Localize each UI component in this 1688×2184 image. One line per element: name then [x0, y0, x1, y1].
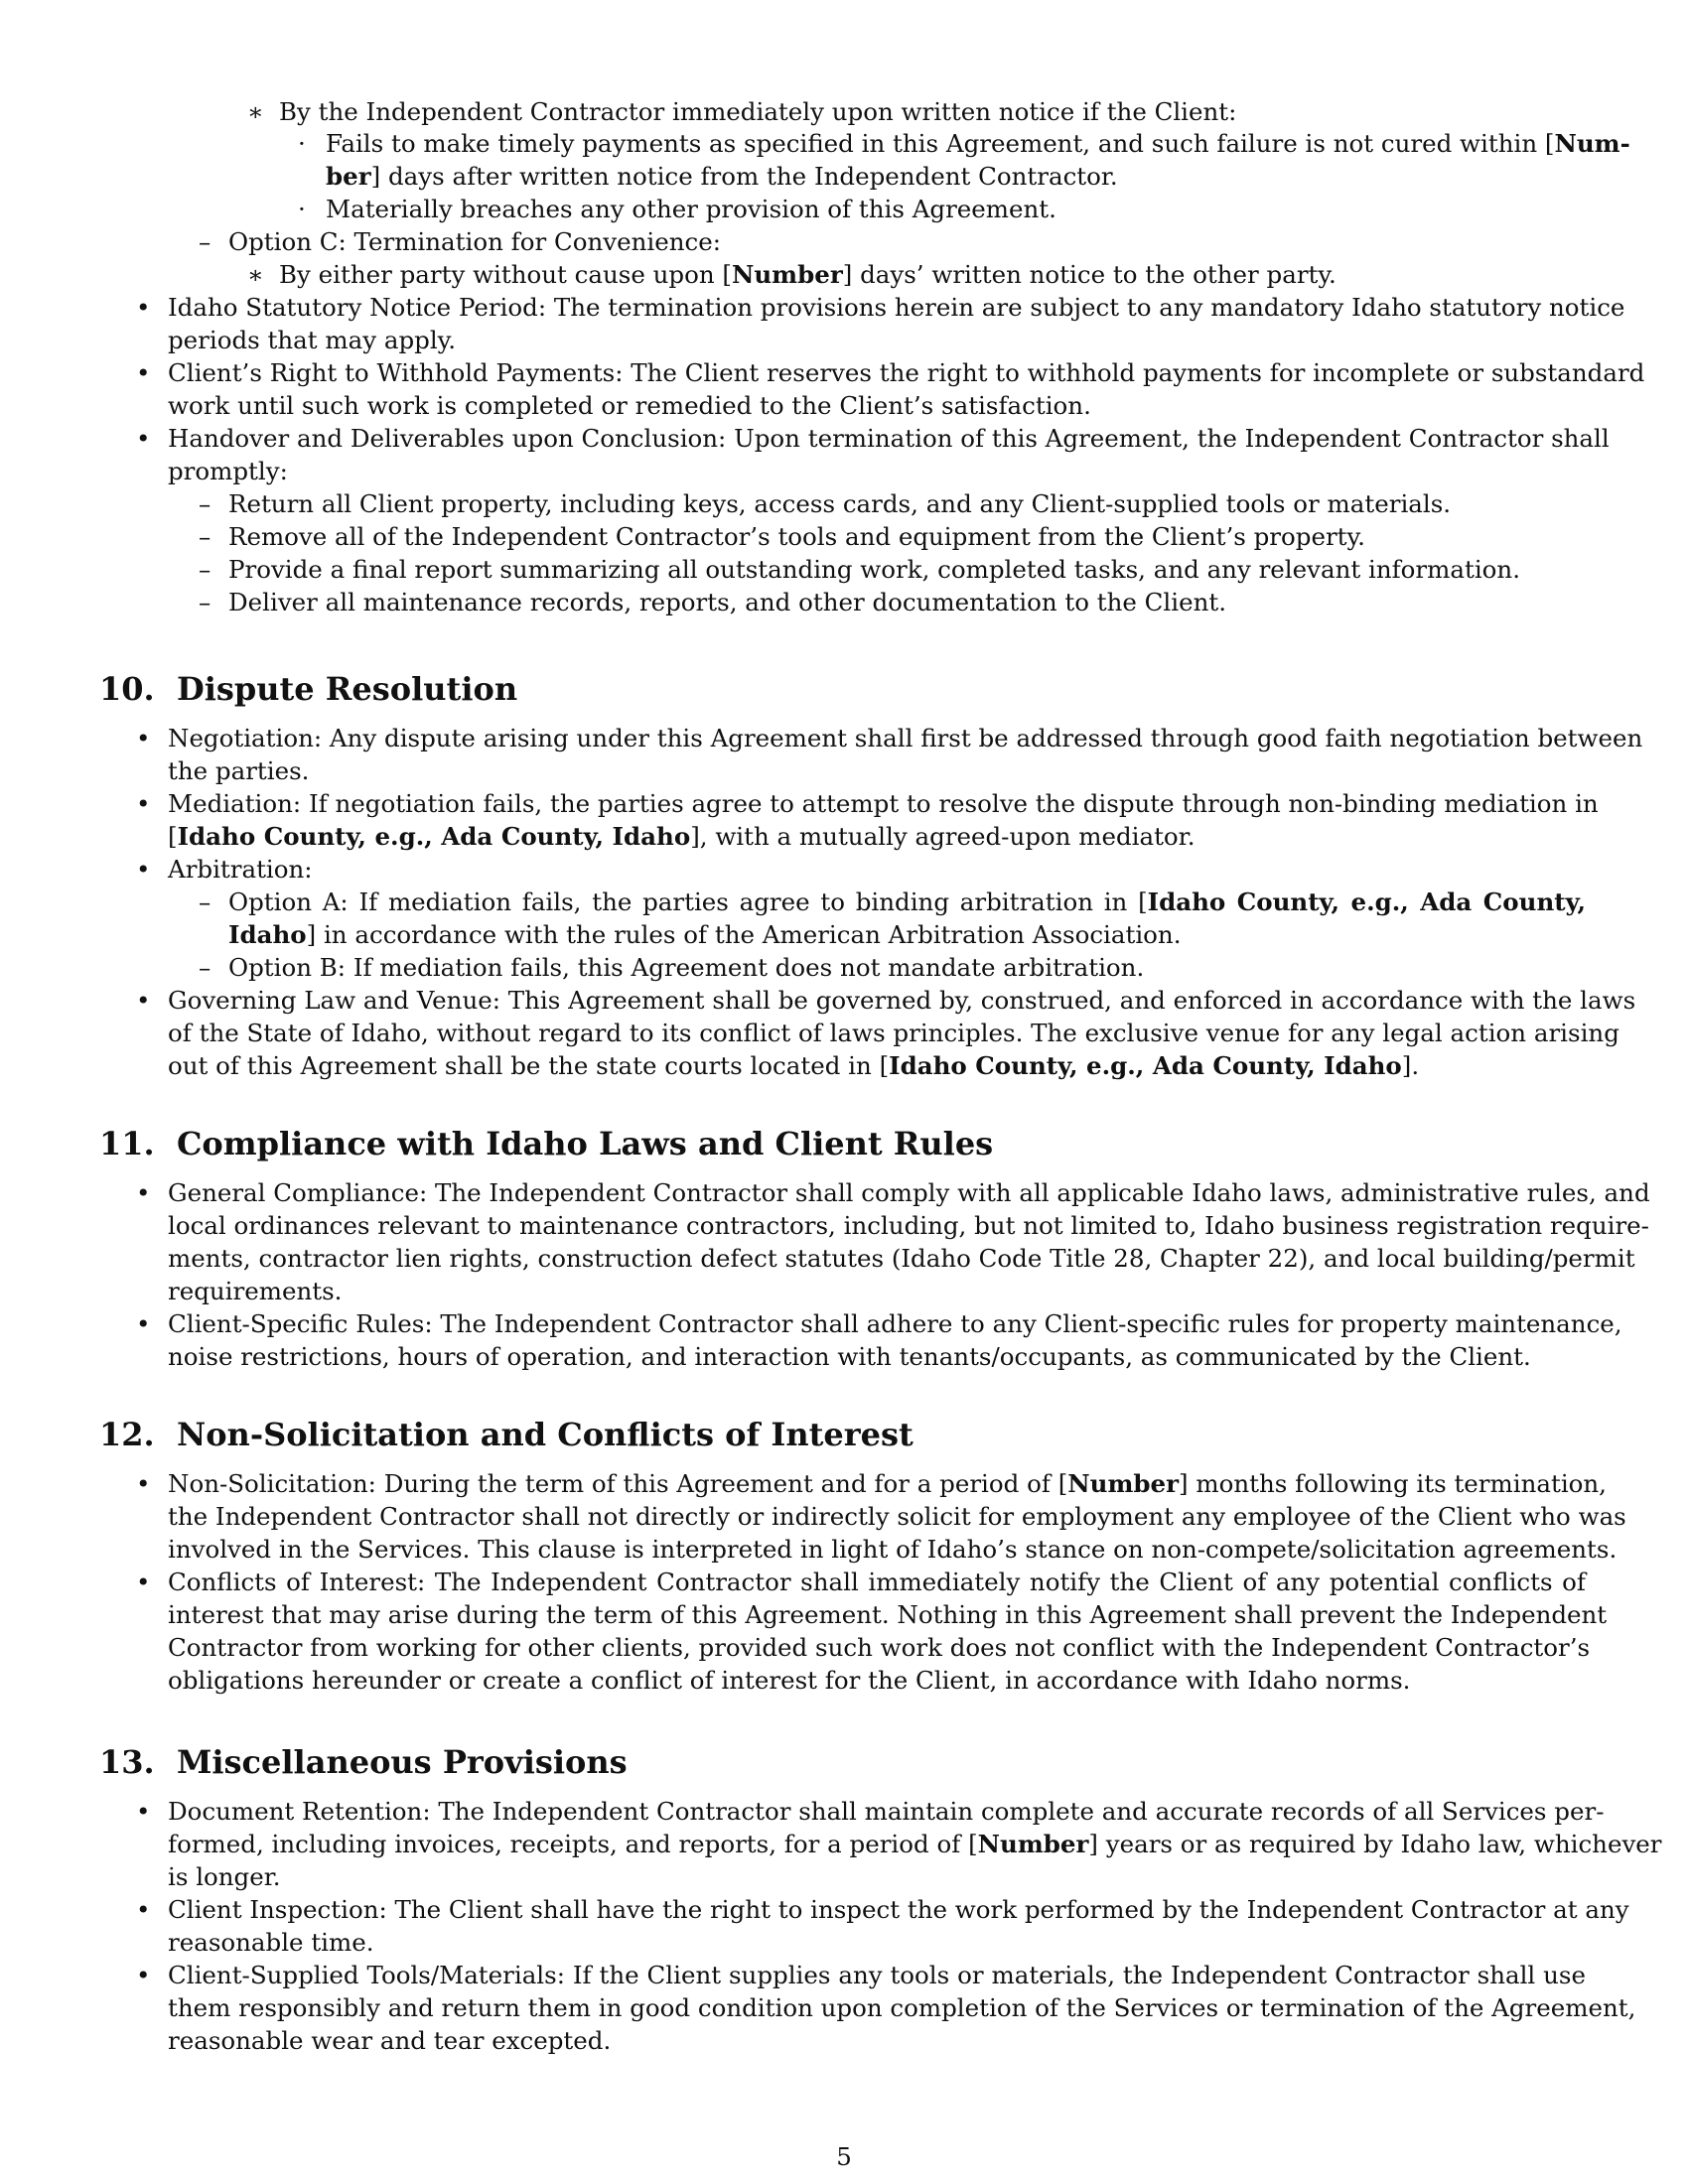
line-text: ].	[1401, 1051, 1420, 1080]
text-line	[326, 160, 1142, 193]
line-text: work until such work is completed or remedied to the Client’s satisfaction.	[168, 391, 1091, 420]
line-text: requirements.	[168, 1277, 343, 1305]
line-text: Fails to make timely payments as specified in this Agreement, and such failure is not cured within [	[326, 129, 1555, 158]
text-line	[168, 324, 457, 356]
text-line	[228, 520, 1365, 553]
text-line	[168, 1959, 1586, 1991]
text-line	[168, 1467, 1607, 1500]
dash-marker: –	[199, 953, 211, 982]
text-line	[228, 586, 1227, 618]
line-text: Conflicts of Interest: The Independent Contractor shall immediately notify the Client of any potential conflicts of	[168, 1568, 1586, 1596]
section-heading-13: 13. Miscellaneous Provisions	[99, 1743, 628, 1781]
section-heading-11: 11. Compliance with Idaho Laws and Client Rules	[99, 1125, 994, 1162]
line-text: periods that may apply.	[168, 326, 457, 354]
line-text: Arbitration:	[168, 855, 313, 884]
text-line	[168, 291, 1625, 324]
line-text: the Independent Contractor shall not directly or indirectly solicit for employment any employee of the Client who was	[168, 1502, 1626, 1531]
text-line	[168, 1991, 1636, 2024]
text-line	[168, 1275, 343, 1307]
text-line	[168, 2024, 612, 2057]
text-line	[168, 1795, 1605, 1828]
text-line	[168, 1176, 1650, 1209]
line-text: Remove all of the Independent Contractor’s tools and equipment from the Client’s property.	[228, 522, 1365, 551]
text-line	[168, 422, 1610, 455]
line-text: ] years or as required by Idaho law, whichever	[1088, 1830, 1662, 1858]
line-text: involved in the Services. This clause is interpreted in light of Idaho’s stance on non-compete/solicitation agreements.	[168, 1535, 1618, 1564]
line-text: Option B: If mediation fails, this Agreement does not mandate arbitration.	[228, 953, 1145, 982]
star-marker: ∗	[247, 97, 264, 126]
bullet-marker: •	[136, 1797, 151, 1826]
line-text: ], with a mutually agreed-upon mediator.	[690, 822, 1196, 851]
line-text: Option C: Termination for Convenience:	[228, 227, 721, 256]
dash-marker: –	[199, 227, 211, 256]
text-line	[168, 1828, 1662, 1860]
line-text: ments, contractor lien rights, construction defect statutes (Idaho Code Title 28, Chapter 22), and local building/permit	[168, 1244, 1635, 1273]
bullet-marker: •	[136, 855, 151, 884]
text-line	[168, 787, 1599, 820]
section-heading-10: 10. Dispute Resolution	[99, 670, 518, 708]
line-text: obligations hereunder or create a conflict of interest for the Client, in accordance with Idaho norms.	[168, 1666, 1411, 1695]
line-text: By either party without cause upon [	[279, 260, 732, 289]
bullet-marker: •	[136, 1568, 151, 1596]
text-line	[168, 820, 1216, 853]
line-text: Deliver all maintenance records, reports, and other documentation to the Client.	[228, 588, 1227, 616]
dash-marker: –	[199, 522, 211, 551]
text-line	[279, 258, 1335, 291]
text-line	[326, 193, 1056, 225]
bullet-marker: •	[136, 1469, 151, 1498]
line-text: ] days after written notice from the Independent Contractor.	[370, 162, 1118, 191]
bullet-marker: •	[136, 1309, 151, 1338]
bullet-marker: •	[136, 724, 151, 752]
dash-marker: –	[199, 555, 211, 584]
line-text: Negotiation: Any dispute arising under this Agreement shall first be addressed through good faith negotiation between	[168, 724, 1643, 752]
text-line	[326, 127, 1630, 160]
text-line	[168, 1242, 1635, 1275]
line-text: Client-Supplied Tools/Materials: If the Client supplies any tools or materials, the Independent Contractor shall use	[168, 1961, 1586, 1989]
bullet-marker: •	[136, 986, 151, 1015]
section-heading-12: 12. Non-Solicitation and Conflicts of Interest	[99, 1416, 914, 1453]
line-text: [	[168, 822, 178, 851]
text-line	[168, 1664, 1571, 1697]
text-line	[168, 722, 1643, 754]
page-number: 5	[836, 2142, 852, 2171]
line-text: Document Retention: The Independent Contractor shall maintain complete and accurate records of all Services per-	[168, 1797, 1605, 1826]
line-text: noise restrictions, hours of operation, and interaction with tenants/occupants, as communicated by the Client.	[168, 1342, 1531, 1371]
bullet-marker: •	[136, 293, 151, 322]
line-text: Provide a final report summarizing all outstanding work, completed tasks, and any relevant information.	[228, 555, 1520, 584]
text-line	[228, 886, 1586, 918]
dot-marker: ·	[298, 129, 306, 158]
text-line	[168, 1566, 1586, 1598]
line-text: ] days’ written notice to the other party.	[842, 260, 1336, 289]
line-text: Client-Specific Rules: The Independent Contractor shall adhere to any Client-specific rules for property maintenance,	[168, 1309, 1622, 1338]
text-line	[168, 1860, 281, 1893]
text-line	[168, 853, 314, 886]
bullet-marker: •	[136, 1178, 151, 1207]
line-text: Handover and Deliverables upon Conclusion: Upon termination of this Agreement, the Independent Contractor shall	[168, 424, 1610, 453]
line-text: reasonable time.	[168, 1928, 374, 1957]
placeholder-text: ber	[326, 162, 371, 191]
text-line	[168, 455, 288, 487]
line-text: Materially breaches any other provision of this Agreement.	[326, 195, 1056, 223]
bullet-marker: •	[136, 424, 151, 453]
text-line	[279, 95, 1237, 128]
text-line	[168, 389, 1091, 422]
line-text: them responsibly and return them in good condition upon completion of the Services or termination of the Agreement,	[168, 1993, 1636, 2022]
star-marker: ∗	[247, 260, 264, 289]
line-text: ] in accordance with the rules of the American Arbitration Association.	[306, 920, 1182, 949]
text-line	[168, 754, 308, 787]
line-text: Return all Client property, including keys, access cards, and any Client-supplied tools or materials.	[228, 489, 1452, 518]
line-text: formed, including invoices, receipts, and reports, for a period of [	[168, 1830, 978, 1858]
line-text: local ordinances relevant to maintenance contractors, including, but not limited to, Idaho business registration require-	[168, 1211, 1649, 1240]
text-line	[168, 356, 1645, 389]
line-text: By the Independent Contractor immediately upon written notice if the Client:	[279, 97, 1237, 126]
placeholder-text: Number	[731, 260, 843, 289]
placeholder-text: Num-	[1554, 129, 1630, 158]
text-line	[168, 1926, 385, 1959]
line-text: the parties.	[168, 756, 310, 785]
text-line	[228, 487, 1452, 520]
text-line	[228, 918, 1182, 951]
dot-marker: ·	[298, 195, 306, 223]
line-text: Non-Solicitation: During the term of this Agreement and for a period of [	[168, 1469, 1068, 1498]
dash-marker: –	[199, 887, 211, 916]
line-text: promptly:	[168, 457, 288, 485]
text-line	[168, 1893, 1629, 1926]
bullet-marker: •	[136, 1961, 151, 1989]
line-text: interest that may arise during the term of this Agreement. Nothing in this Agreement shall prevent the Independent	[168, 1600, 1608, 1629]
line-text: Idaho Statutory Notice Period: The termination provisions herein are subject to any mandatory Idaho statutory notice	[168, 293, 1625, 322]
line-text: out of this Agreement shall be the state courts located in [	[168, 1051, 890, 1080]
text-line	[168, 1209, 1649, 1242]
dash-marker: –	[199, 588, 211, 616]
dash-marker: –	[199, 489, 211, 518]
line-text: ] months following its termination,	[1179, 1469, 1607, 1498]
line-text: reasonable wear and tear excepted.	[168, 2026, 612, 2055]
placeholder-text: Number	[1067, 1469, 1180, 1498]
placeholder-text: Idaho County, e.g., Ada County, Idaho	[889, 1051, 1402, 1080]
text-line	[168, 1049, 1433, 1082]
text-line	[168, 1598, 1608, 1631]
placeholder-text: Idaho County, e.g., Ada County, Idaho	[177, 822, 691, 851]
line-text: Contractor from working for other clients, provided such work does not conflict with the Independent Contractor’s	[168, 1633, 1591, 1662]
line-text: of the State of Idaho, without regard to its conflict of laws principles. The exclusive venue for any legal action arising	[168, 1019, 1619, 1047]
text-line	[168, 1500, 1626, 1533]
line-text: Governing Law and Venue: This Agreement shall be governed by, construed, and enforced in accordance with the laws	[168, 986, 1636, 1015]
line-text: Client Inspection: The Client shall have the right to inspect the work performed by the Independent Contractor at any	[168, 1895, 1629, 1924]
line-text: General Compliance: The Independent Contractor shall comply with all applicable Idaho laws, administrative rules, and	[168, 1178, 1650, 1207]
text-line	[228, 553, 1520, 586]
line-text: Option A: If mediation fails, the parties agree to binding arbitration in [	[228, 887, 1148, 916]
line-text: Client’s Right to Withhold Payments: The Client reserves the right to withhold payments for incomplete or substandard	[168, 358, 1645, 387]
text-line	[168, 1307, 1622, 1340]
text-line	[168, 1340, 1531, 1373]
bullet-marker: •	[136, 1895, 151, 1924]
placeholder-text: Number	[977, 1830, 1089, 1858]
text-line	[168, 1631, 1591, 1664]
text-line	[168, 1017, 1619, 1049]
placeholder-text: Idaho County, e.g., Ada County,	[1147, 887, 1586, 916]
bullet-marker: •	[136, 789, 151, 818]
line-text: Mediation: If negotiation fails, the parties agree to attempt to resolve the dispute through non-binding mediation in	[168, 789, 1599, 818]
line-text: is longer.	[168, 1862, 281, 1891]
text-line	[228, 225, 721, 258]
text-line	[168, 984, 1636, 1017]
text-line	[228, 951, 1145, 984]
placeholder-text: Idaho	[228, 920, 307, 949]
bullet-marker: •	[136, 358, 151, 387]
text-line	[168, 1533, 1618, 1566]
